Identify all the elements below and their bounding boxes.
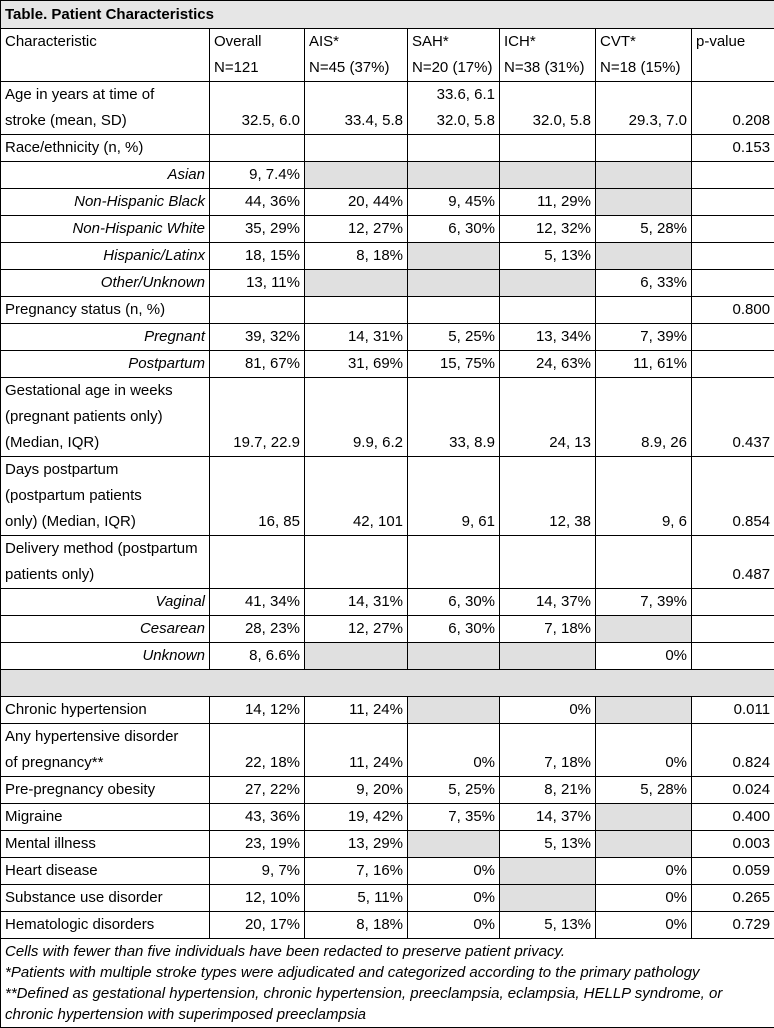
condition-row <box>1 858 774 885</box>
sah-cell: 0% <box>408 912 500 939</box>
overall-cell: 35, 29% <box>210 216 305 243</box>
sah-cell: 5, 25% <box>408 324 500 351</box>
row-label: Substance use disorder <box>1 885 210 912</box>
cvt-cell: 6, 33% <box>596 270 692 297</box>
pvalue-cell <box>692 216 774 243</box>
cvt-cell <box>596 243 692 270</box>
header-cvt: CVT* N=18 (15%) <box>596 29 692 82</box>
overall-cell: 12, 10% <box>210 885 305 912</box>
sah-cell <box>408 162 500 189</box>
sah-cell <box>408 697 500 724</box>
pvalue-cell <box>692 270 774 297</box>
cvt-cell <box>596 616 692 643</box>
table-title: Table. Patient Characteristics <box>1 1 774 29</box>
ais-cell <box>305 270 408 297</box>
header-pvalue: p-value <box>692 29 774 82</box>
cvt-cell: 0% <box>596 858 692 885</box>
sah-cell: 6, 30% <box>408 216 500 243</box>
cvt-cell <box>596 697 692 724</box>
sah-cell: 6, 30% <box>408 589 500 616</box>
ais-cell <box>305 643 408 670</box>
sah-cell: 9, 61 <box>408 457 500 536</box>
pvalue-cell: 0.800 <box>692 297 774 324</box>
row-label: Unknown <box>1 643 210 670</box>
pvalue-cell: 0.437 <box>692 378 774 457</box>
footnotes-row <box>1 939 774 1028</box>
condition-row <box>1 804 774 831</box>
delivery-row <box>1 643 774 670</box>
row-label: Any hypertensive disorder of pregnancy** <box>1 724 210 777</box>
row-label: Days postpartum (postpartum patients only) (Median, IQR) <box>1 457 210 536</box>
ich-cell: 14, 37% <box>500 589 596 616</box>
ich-cell: 7, 18% <box>500 616 596 643</box>
overall-cell: 16, 85 <box>210 457 305 536</box>
overall-cell: 13, 11% <box>210 270 305 297</box>
ais-cell: 14, 31% <box>305 324 408 351</box>
ich-cell: 32.0, 5.8 <box>500 82 596 135</box>
cvt-cell: 0% <box>596 643 692 670</box>
overall-cell: 20, 17% <box>210 912 305 939</box>
ais-cell: 11, 24% <box>305 697 408 724</box>
row-label: Pre-pregnancy obesity <box>1 777 210 804</box>
cvt-cell: 29.3, 7.0 <box>596 82 692 135</box>
sah-cell: 6, 30% <box>408 616 500 643</box>
ich-cell: 7, 18% <box>500 724 596 777</box>
sah-cell: 0% <box>408 724 500 777</box>
row-label: Vaginal <box>1 589 210 616</box>
ais-cell: 20, 44% <box>305 189 408 216</box>
overall-cell: 28, 23% <box>210 616 305 643</box>
ich-cell: 5, 13% <box>500 243 596 270</box>
pvalue-cell: 0.003 <box>692 831 774 858</box>
ich-cell <box>500 858 596 885</box>
pvalue-cell <box>692 189 774 216</box>
race-section-row <box>1 135 774 162</box>
pvalue-cell: 0.400 <box>692 804 774 831</box>
condition-row <box>1 697 774 724</box>
pvalue-cell: 0.854 <box>692 457 774 536</box>
ich-cell <box>500 162 596 189</box>
overall-cell: 32.5, 6.0 <box>210 82 305 135</box>
overall-cell: 23, 19% <box>210 831 305 858</box>
cvt-cell: 0% <box>596 885 692 912</box>
ich-cell: 12, 38 <box>500 457 596 536</box>
condition-row <box>1 831 774 858</box>
ais-cell: 19, 42% <box>305 804 408 831</box>
ich-cell <box>500 270 596 297</box>
race-row <box>1 162 774 189</box>
pvalue-cell: 0.153 <box>692 135 774 162</box>
overall-cell: 14, 12% <box>210 697 305 724</box>
overall-cell: 9, 7.4% <box>210 162 305 189</box>
cvt-cell: 8.9, 26 <box>596 378 692 457</box>
ich-cell: 0% <box>500 697 596 724</box>
overall-cell: 44, 36% <box>210 189 305 216</box>
overall-cell: 39, 32% <box>210 324 305 351</box>
header-row <box>1 29 774 82</box>
row-label: Pregnant <box>1 324 210 351</box>
footnote-stroke-types: *Patients with multiple stroke types were adjudicated and categorized according to the primary pathology <box>5 962 770 983</box>
section-label: Race/ethnicity (n, %) <box>1 135 210 162</box>
pregnancy-row <box>1 351 774 378</box>
pregnancy-row <box>1 324 774 351</box>
cvt-cell: 5, 28% <box>596 777 692 804</box>
age-row <box>1 82 774 135</box>
ais-cell: 31, 69% <box>305 351 408 378</box>
footnotes <box>1 939 774 1028</box>
pvalue-cell <box>692 616 774 643</box>
cvt-cell: 0% <box>596 724 692 777</box>
footnote-redaction: Cells with fewer than five individuals have been redacted to preserve patient privacy. <box>5 941 770 962</box>
ais-cell: 5, 11% <box>305 885 408 912</box>
ais-cell: 8, 18% <box>305 243 408 270</box>
delivery-section-row <box>1 536 774 589</box>
delivery-row <box>1 589 774 616</box>
row-label: Other/Unknown <box>1 270 210 297</box>
row-label: Hematologic disorders <box>1 912 210 939</box>
cvt-cell <box>596 189 692 216</box>
pvalue-cell <box>692 162 774 189</box>
sah-cell <box>408 243 500 270</box>
pvalue-cell: 0.824 <box>692 724 774 777</box>
delivery-row <box>1 616 774 643</box>
sah-cell: 15, 75% <box>408 351 500 378</box>
race-row <box>1 216 774 243</box>
pvalue-cell <box>692 589 774 616</box>
row-label: Non-Hispanic White <box>1 216 210 243</box>
pvalue-cell <box>692 643 774 670</box>
pvalue-cell: 0.208 <box>692 82 774 135</box>
row-label: Hispanic/Latinx <box>1 243 210 270</box>
row-label: Migraine <box>1 804 210 831</box>
table-title-row <box>1 1 774 29</box>
ich-cell: 24, 13 <box>500 378 596 457</box>
section-label: Pregnancy status (n, %) <box>1 297 210 324</box>
cvt-cell <box>596 804 692 831</box>
row-label: Non-Hispanic Black <box>1 189 210 216</box>
days-postpartum-row <box>1 457 774 536</box>
cvt-cell <box>596 162 692 189</box>
sah-cell: 5, 25% <box>408 777 500 804</box>
pvalue-cell: 0.024 <box>692 777 774 804</box>
cvt-cell: 7, 39% <box>596 589 692 616</box>
overall-cell: 19.7, 22.9 <box>210 378 305 457</box>
cvt-cell: 11, 61% <box>596 351 692 378</box>
cvt-cell: 7, 39% <box>596 324 692 351</box>
condition-row <box>1 885 774 912</box>
race-row <box>1 243 774 270</box>
section-label: Delivery method (postpartum patients only) <box>1 536 210 589</box>
sah-cell <box>408 643 500 670</box>
overall-cell: 43, 36% <box>210 804 305 831</box>
overall-cell: 22, 18% <box>210 724 305 777</box>
condition-row <box>1 724 774 777</box>
cvt-cell: 9, 6 <box>596 457 692 536</box>
cvt-cell <box>596 831 692 858</box>
row-label: Age in years at time of stroke (mean, SD) <box>1 82 210 135</box>
overall-cell: 18, 15% <box>210 243 305 270</box>
pregnancy-section-row <box>1 297 774 324</box>
ais-cell: 7, 16% <box>305 858 408 885</box>
header-sah: SAH* N=20 (17%) <box>408 29 500 82</box>
ais-cell: 11, 24% <box>305 724 408 777</box>
overall-cell: 41, 34% <box>210 589 305 616</box>
header-overall: Overall N=121 <box>210 29 305 82</box>
condition-row <box>1 912 774 939</box>
ich-cell <box>500 885 596 912</box>
overall-cell: 27, 22% <box>210 777 305 804</box>
ich-cell: 8, 21% <box>500 777 596 804</box>
spacer-row <box>1 670 774 697</box>
overall-cell: 9, 7% <box>210 858 305 885</box>
header-ich: ICH* N=38 (31%) <box>500 29 596 82</box>
ich-cell <box>500 643 596 670</box>
pvalue-cell <box>692 324 774 351</box>
ais-cell: 9, 20% <box>305 777 408 804</box>
condition-row <box>1 777 774 804</box>
ich-cell: 11, 29% <box>500 189 596 216</box>
row-label: Gestational age in weeks (pregnant patients only) (Median, IQR) <box>1 378 210 457</box>
row-label: Chronic hypertension <box>1 697 210 724</box>
ich-cell: 14, 37% <box>500 804 596 831</box>
pvalue-cell: 0.059 <box>692 858 774 885</box>
ais-cell: 13, 29% <box>305 831 408 858</box>
ich-cell: 5, 13% <box>500 912 596 939</box>
sah-cell: 7, 35% <box>408 804 500 831</box>
cvt-cell: 5, 28% <box>596 216 692 243</box>
pvalue-cell <box>692 351 774 378</box>
sah-cell: 0% <box>408 858 500 885</box>
row-label: Postpartum <box>1 351 210 378</box>
pvalue-cell: 0.487 <box>692 536 774 589</box>
sah-cell <box>408 270 500 297</box>
sah-cell: 33.6, 6.1 32.0, 5.8 <box>408 82 500 135</box>
sah-cell: 9, 45% <box>408 189 500 216</box>
ais-cell: 12, 27% <box>305 616 408 643</box>
pvalue-cell <box>692 243 774 270</box>
row-label: Heart disease <box>1 858 210 885</box>
overall-cell: 81, 67% <box>210 351 305 378</box>
row-label: Mental illness <box>1 831 210 858</box>
ich-cell: 5, 13% <box>500 831 596 858</box>
ais-cell: 8, 18% <box>305 912 408 939</box>
ais-cell: 42, 101 <box>305 457 408 536</box>
ais-cell: 14, 31% <box>305 589 408 616</box>
footnote-hypertensive: **Defined as gestational hypertension, chronic hypertension, preeclampsia, eclampsia, HELLP syndrome, or chronic hypertension with superimposed preeclampsia <box>5 983 770 1025</box>
pvalue-cell: 0.011 <box>692 697 774 724</box>
pvalue-cell: 0.265 <box>692 885 774 912</box>
cvt-cell: 0% <box>596 912 692 939</box>
race-row <box>1 270 774 297</box>
ais-cell <box>305 162 408 189</box>
race-row <box>1 189 774 216</box>
ich-cell: 13, 34% <box>500 324 596 351</box>
ais-cell: 12, 27% <box>305 216 408 243</box>
gestational-age-row <box>1 378 774 457</box>
overall-cell: 8, 6.6% <box>210 643 305 670</box>
ais-cell: 33.4, 5.8 <box>305 82 408 135</box>
sah-cell: 0% <box>408 885 500 912</box>
ich-cell: 12, 32% <box>500 216 596 243</box>
header-characteristic: Characteristic <box>1 29 210 82</box>
sah-cell: 33, 8.9 <box>408 378 500 457</box>
pvalue-cell: 0.729 <box>692 912 774 939</box>
header-ais: AIS* N=45 (37%) <box>305 29 408 82</box>
row-label: Cesarean <box>1 616 210 643</box>
ais-cell: 9.9, 6.2 <box>305 378 408 457</box>
ich-cell: 24, 63% <box>500 351 596 378</box>
sah-cell <box>408 831 500 858</box>
row-label: Asian <box>1 162 210 189</box>
